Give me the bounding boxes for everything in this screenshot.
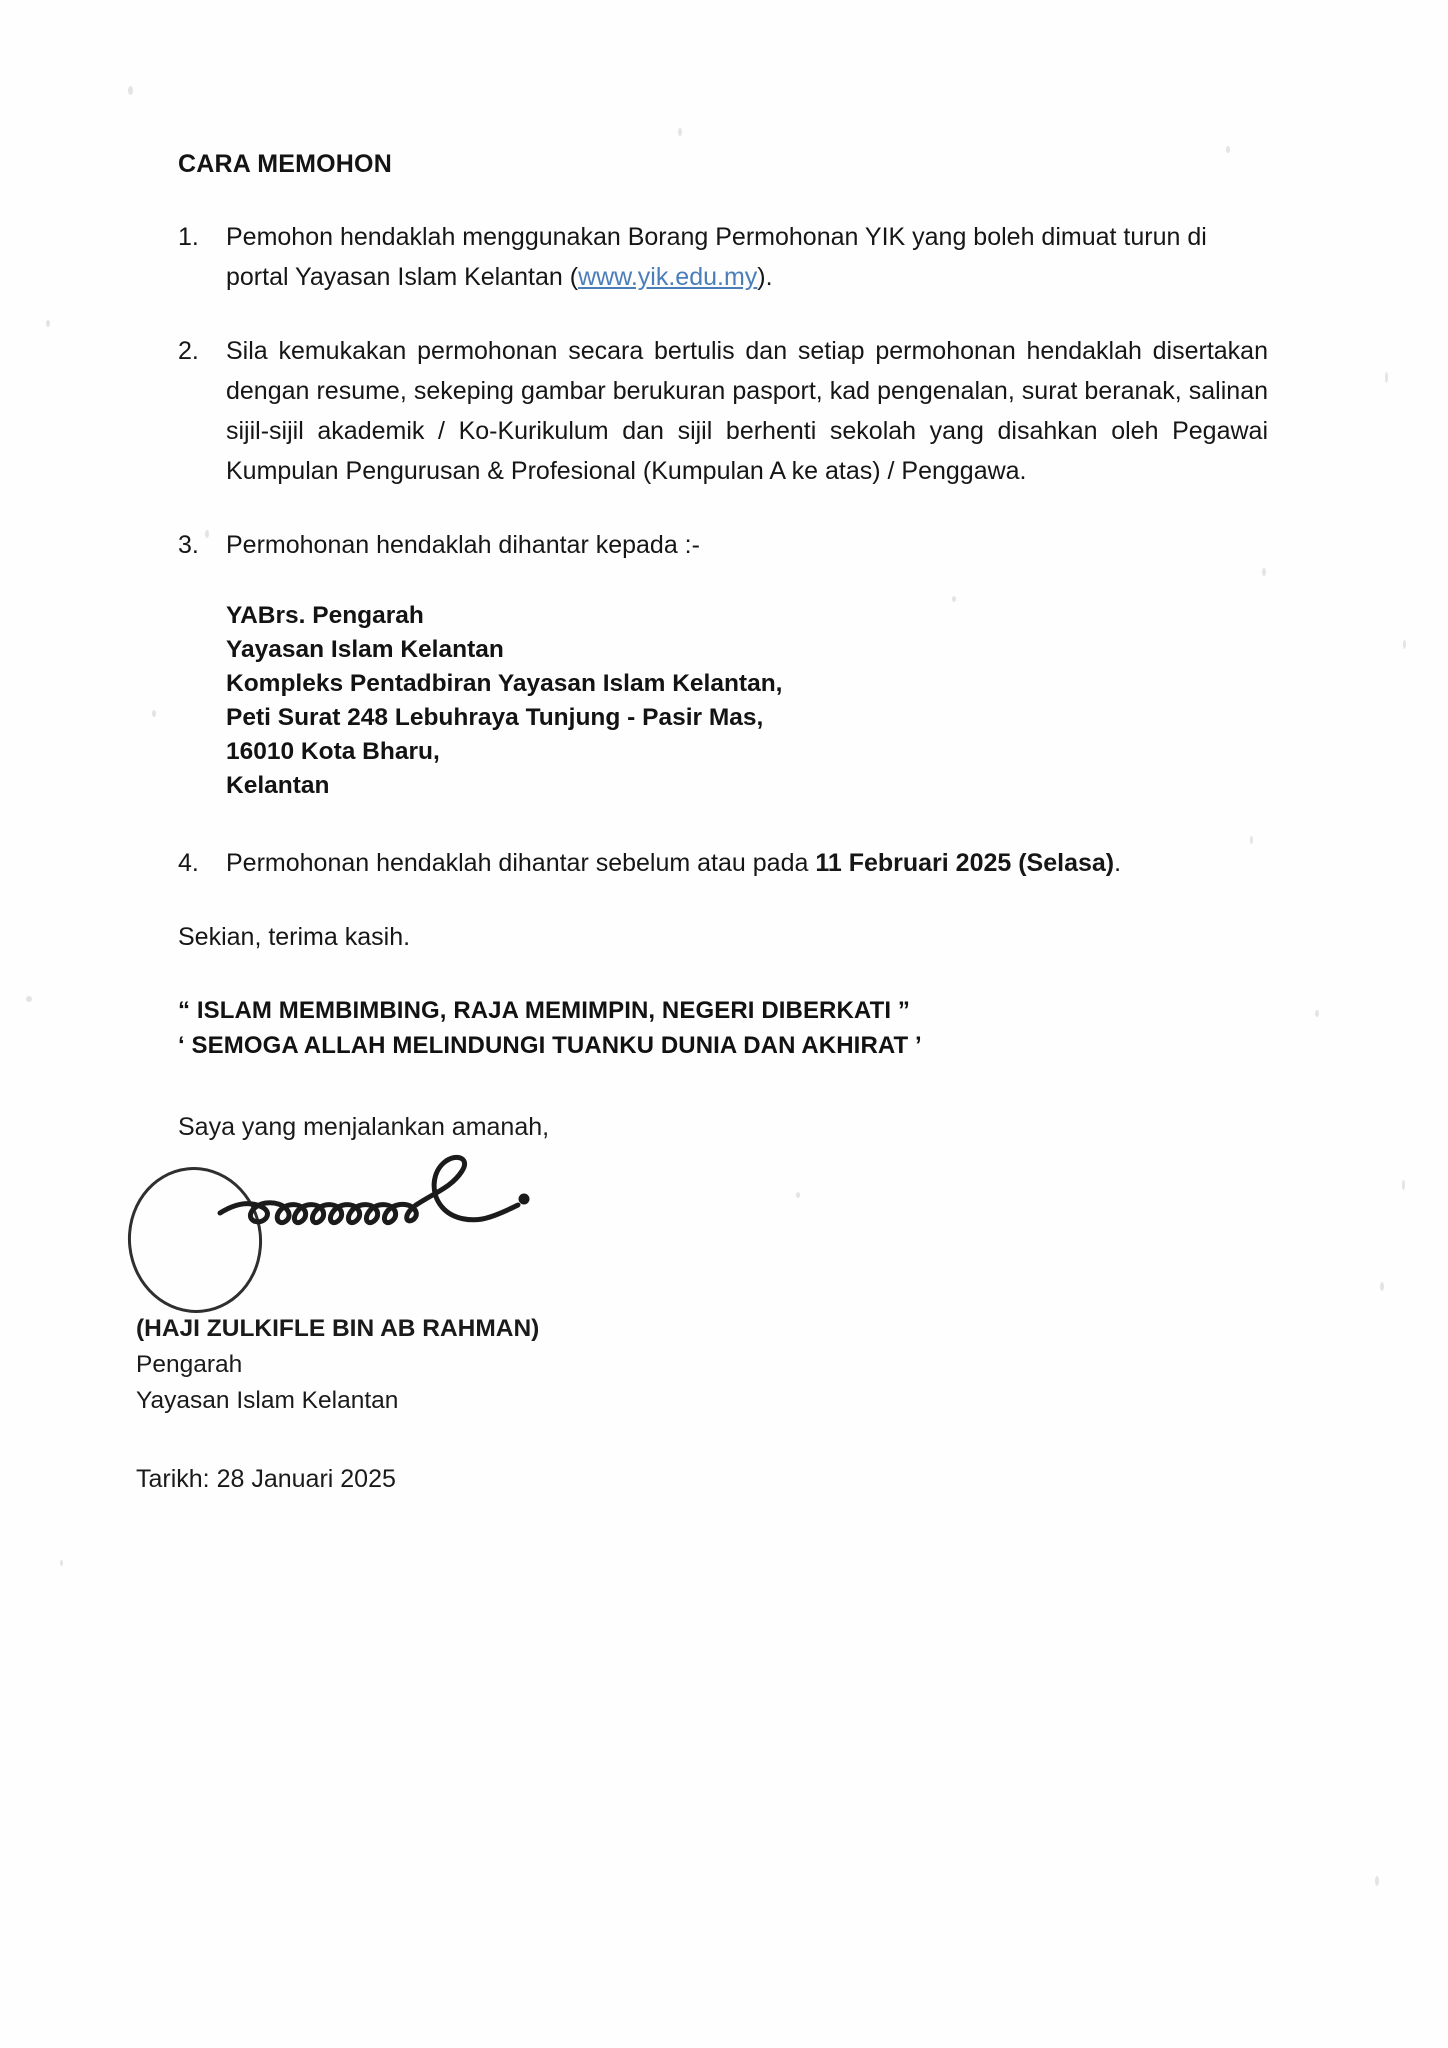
list-item	[178, 217, 1268, 297]
recipient-address	[226, 599, 1268, 803]
closing-line: Sekian, terima kasih.	[178, 923, 411, 951]
item1-text-before-link: Pemohon hendaklah menggunakan Borang Permohonan YIK yang boleh dimuat turun di portal Yayasan Islam Kelantan (	[226, 223, 1207, 291]
list-item-text: Permohonan hendaklah dihantar kepada :-	[226, 531, 700, 559]
signatory-role: Pengarah	[136, 1351, 243, 1378]
deadline-date: 11 Februari 2025 (Selasa)	[815, 849, 1115, 877]
yik-portal-link[interactable]: www.yik.edu.my	[578, 263, 758, 291]
address-line: Yayasan Islam Kelantan	[226, 636, 504, 663]
letter-body	[136, 150, 1268, 1499]
address-line: Kompleks Pentadbiran Yayasan Islam Kelantan,	[226, 670, 783, 697]
item4-text-before-deadline: Permohonan hendaklah dihantar sebelum atau pada	[226, 849, 816, 877]
list-item-number: 4.	[178, 849, 199, 877]
list-item	[178, 331, 1268, 491]
motto-line: “ ISLAM MEMBIMBING, RAJA MEMIMPIN, NEGERI DIBERKATI ”	[178, 997, 910, 1024]
list-item-number: 2.	[178, 337, 199, 365]
list-item-number: 1.	[178, 223, 199, 251]
date-line-wrapper	[136, 1459, 1268, 1499]
signature-area	[178, 1161, 1268, 1311]
list-item-number: 3.	[178, 531, 199, 559]
list-item	[178, 525, 1268, 565]
signoff-line: Saya yang menjalankan amanah,	[178, 1113, 550, 1141]
signatory-name: (HAJI ZULKIFLE BIN AB RAHMAN)	[136, 1315, 540, 1342]
motto-line: ‘ SEMOGA ALLAH MELINDUNGI TUANKU DUNIA DAN AKHIRAT ’	[178, 1032, 922, 1059]
list-item-text: Sila kemukakan permohonan secara bertulis dan setiap permohonan hendaklah disertakan dengan resume, sekeping gambar berukuran pasport, kad pengenalan, surat beranak, salinan sijil-sijil akademik / Ko-Kurikulum dan sijil berhenti sekolah yang disahkan oleh Pegawai Kumpulan Pengurusan & Profesional (Kumpulan A ke atas) / Penggawa.	[226, 337, 1268, 485]
address-line: 16010 Kota Bharu,	[226, 738, 440, 765]
list-item-text	[226, 843, 1268, 883]
signatory-organisation: Yayasan Islam Kelantan	[136, 1387, 399, 1414]
item4-text-after-deadline: .	[1114, 849, 1122, 877]
list-item	[178, 843, 1268, 883]
address-line: YABrs. Pengarah	[226, 602, 424, 629]
list-item-text	[226, 217, 1268, 297]
address-line: Peti Surat 248 Lebuhraya Tunjung - Pasir Mas,	[226, 704, 764, 731]
letter-date: Tarikh: 28 Januari 2025	[136, 1465, 396, 1493]
item1-text-after-link: ).	[757, 263, 773, 291]
page-title: CARA MEMOHON	[178, 150, 392, 178]
address-line: Kelantan	[226, 772, 330, 799]
handwritten-signature-icon	[190, 1145, 660, 1295]
motto-block	[178, 993, 1268, 1063]
